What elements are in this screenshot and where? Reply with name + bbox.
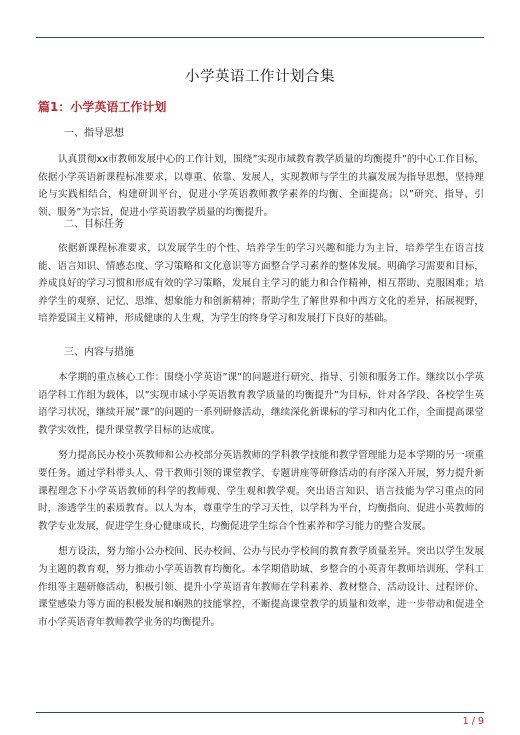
section-content-measures: [38, 346, 484, 631]
page-indicator: 1 / 9: [462, 716, 484, 727]
paragraph: 想方设法，努力缩小公办校间、民办校间、公办与民办学校间的教育教学质量差异。突出以学生发展为主题的教育观，努力推动小学英语教育均衡化。本学期借助城、乡整合的小英青年教师培训班、学科工作组等主题研修活动，积极引领、提升小学英语青年教师在学科素养、教材整合、活动设计、过程评价、课堂感染力等方面的积极发展和娴熟的技能掌控，不断提高课堂教学的质量和效率，进一步带动和促进全市小学英语青年教师教学业务的均衡提升。: [38, 546, 484, 628]
top-rule: [36, 37, 484, 38]
bottom-rule: [36, 712, 484, 713]
section-heading: 一、指导思想: [64, 128, 124, 139]
chapter-heading: 篇1：小学英语工作计划: [38, 100, 167, 114]
paragraph: 依据新课程标准要求，以发展学生的个性、培养学生的学习兴趣和能力为主旨，培养学生在语言技能、语言知识、情感态度、学习策略和文化意识等方面整合学习素养的整体发展。明确学习需要和目标，养成良好的学习习惯和形成有效的学习策略，发展自主学习的能力和合作精神，相互帮助、克服困难；培养学生的观察、记忆、思维、想象能力和创新精神；帮助学生了解世界和中西方文化的差异，拓展视野，培养爱国主义精神，形成健康的人生观，为学生的终身学习和发展打下良好的基础。: [38, 243, 484, 325]
section-goals: [38, 218, 484, 328]
section-heading: 二、目标任务: [64, 219, 124, 230]
section-heading: 三、内容与措施: [64, 347, 134, 358]
paragraph: 努力提高民办校小英教师和公办校部分英语教师的学科教学技能和教学管理能力是本学期的另一项重要任务。通过学科带头人、骨干教师引领的课堂教学、专题讲座等研修活动的有序深入开展，努力提升新课程理念下小学英语教师的科学的教师观、学生观和教学观。突出语言知识、语言技能为学习重点的同时，渗透学生的素质教育。以人为本，尊重学生的学习天性，以学科为平台，均衡指向、促进小英教师的教学专业发展，促进学生身心健康成长，均衡促进学生综合个性素养和学习能力的整合发展。: [38, 450, 484, 532]
document-title: 小学英语工作计划合集: [185, 69, 335, 85]
paragraph: 本学期的重点核心工作：围绕小学英语”课”的问题进行研究、指导、引领和服务工作。继续以小学英语学科工作组为载体，以”实现市域小学英语教育教学质量的均衡提升”为目标，针对各学段、各校学生英语学习状况，继续开展”课”的问题的一系列研修活动，继续深化新课标的学习和内化工作，全面提高课堂教学实效性，提升课堂教学目标的达成度。: [38, 372, 484, 436]
paragraph: 认真贯彻xx市教师发展中心的工作计划，围绕”实现市域教育教学质量的均衡提升”的中心工作目标，依据小学英语新课程标准要求，以尊重、依靠、发展人，实现教师与学生的共赢发展为指导思想，坚持理论与实践相结合，构建研训平台，促进小学英语教师教学素养的均衡、全面提高；以”研究、指导、引领、服务”为宗旨，促进小学英语教学质量的均衡提升。: [38, 154, 484, 218]
section-guiding-thought: [38, 127, 484, 221]
